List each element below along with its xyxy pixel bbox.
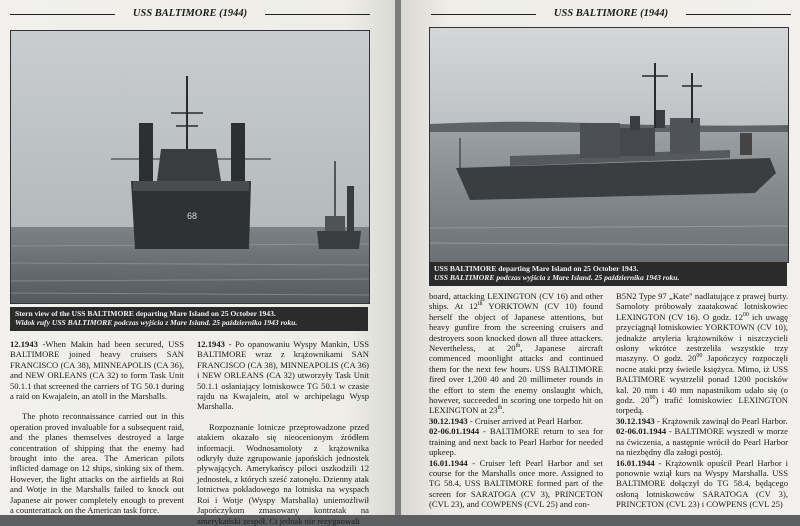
right-column-polish: B5N2 Type 97 „Kate" nadlatujące z prawej burty. Samoloty próbowały zaatakować lotniskowiec LEXINGTON (CV 16). O godz. $12^{00}$ ich uwagę przyciągnął lotniskowiec YORKTOWN (CV 10), jednakże artyleria krążowników i niszczycieli osłony wkrótce zestrzeliła wszystkie trzy maszyny. O godz. $20^{00}$ Japończycy rozpoczęli nocne ataki przy świetle księżyca. Mimo, iż USS BALTIMORE wystrzelił ponad 1200 pocisków kal. 20 mm i 40 mm napastnikom udało się (o godz. $20^{00}$) trafić lotniskowiec LEXINGTON torpedą. 30.12.1943 - Krążownik zawinął do Pearl Harbor. 02-06.01.1944 - BALTIMORE wyszedł w morze na ćwiczenia, a następnie wrócił do Pearl Harbor na niezbędny dla załogi postój. 16.01.1944 - Krążownik opuścił Pearl Harbor i ponownie wziął kurs na Wyspy Marshalla. USS BALTIMORE dołączył do TG 58.4, będącego osłoną lotniskowców SARATOGA (CV 3), PRINCETON (CVL 23) i COWPENS (CVL 25) — [616, 291, 788, 510]
hull-number: 68 — [186, 211, 198, 221]
right-column-english: board, attacking LEXINGTON (CV 16) and other ships. At 12th YORKTOWN (CV 10) found herself the object of Japanese attentions, but heavy gunfire from the screening cruisers and destroyers soon knocked down all three attackers. Nevertheless, at 20th, Japanese aircraft commenced moonlight attacks and continued them for the next few hours. USS BALTIMORE fired over 1,200 40 and 20 millimeter rounds in the effort to stem the enemy onslaught which, however, succeeded in scoring one torpedo hit on LEXINGTON at 23th. 30.12.1943 - Cruiser arrived at Pearl Harbor. 02-06.01.1944 - BALTIMORE return to sea for training and next back to Pearl Harbor for needed upkeep. 16.01.1944 - Cruiser left Pearl Harbor and set course for the Marshalls once more. Assigned to TG 58.4, USS BALTIMORE formed part of the screen for SARATOGA (CV 3), PRINCETON (CVL 23), and COWPENS (CVL 25) and con- — [429, 291, 603, 510]
broadside-view-photo — [429, 27, 789, 263]
stern-view-photo — [10, 30, 370, 304]
header-rule — [10, 14, 115, 15]
left-photo-caption: Stern view of the USS BALTIMORE departing Mare Island on 25 October 1943. Widok rufy USS BALTIMORE podczas wyjścia z Mare Island. 25 października 1943 roku. — [10, 307, 368, 331]
header-rule — [431, 14, 536, 15]
header-rule — [686, 14, 791, 15]
left-column-polish: 12.1943 - Po opanowaniu Wyspy Mankin, USS BALTIMORE wraz z krążownikami SAN FRANCISCO (CA 38), MINNEAPOLIS (CA 36) i NEW ORLEANS (CA 32) utworzyły Task Unit 50.1.1 osłaniający lotniskowce TG 50.1 w czasie rajdu na Kwajalein, atol w archipelagu Wysp Marshalla. Rozpoznanie lotnicze przeprowadzone przed atakiem okazało się nieocenionym źródłem informacji. Wodnosamoloty z krążownika odkryły duże zgrupowanie japońskich jednostek pływających. Amerykańscy piloci uszkodzili 12 jednostek, z których sześć zatonęło. Dzienny atak lotnictwa pokładowego na lotniska na wyspach Roi i Wotje (Wyspy Marshalla) uniemożliwił Japończykom zmasowany kontratak na amerykański zespół. Ci jednak nie rezygnowali — [197, 339, 369, 526]
left-running-header: USS BALTIMORE (1944) — [10, 4, 370, 24]
cruiser-broadside-illustration — [430, 28, 788, 262]
left-page — [0, 0, 395, 526]
right-photo-caption: USS BALTIMORE departing Mare Island on 25 October 1943. USS BALTIMORE podczas wyjścia z Mare Island. 25 października 1943 roku. — [429, 262, 787, 286]
left-column-english: 12.1943 -When Makin had been secured, USS BALTIMORE joined heavy cruisers SAN FRANCISCO (CA 38), MINNEAPOLIS (CA 36), and NEW ORLEANS (CA 32) to form Task Unit 50.1.1 that screened the carriers of TG 50.1 during a raid on Kwajalein, an atoll in the Marshalls. The photo reconnaissance carried out in this operation proved invaluable for a subsequent raid, and the planes themselves destroyed a large concentration of shipping that the enemy had brought into the area. The American pilots inflicted damage on 12 ships, sinking six of them. However, the light attacks on the airfields at Roi and Wotje in the Marshalls failed to knock out Japanese air power completely enough to prevent a counterattack on the American task force. — [10, 339, 184, 516]
right-running-header: USS BALTIMORE (1944) — [431, 4, 791, 24]
cruiser-stern-illustration — [11, 31, 369, 303]
header-rule — [265, 14, 370, 15]
right-page — [401, 0, 800, 515]
